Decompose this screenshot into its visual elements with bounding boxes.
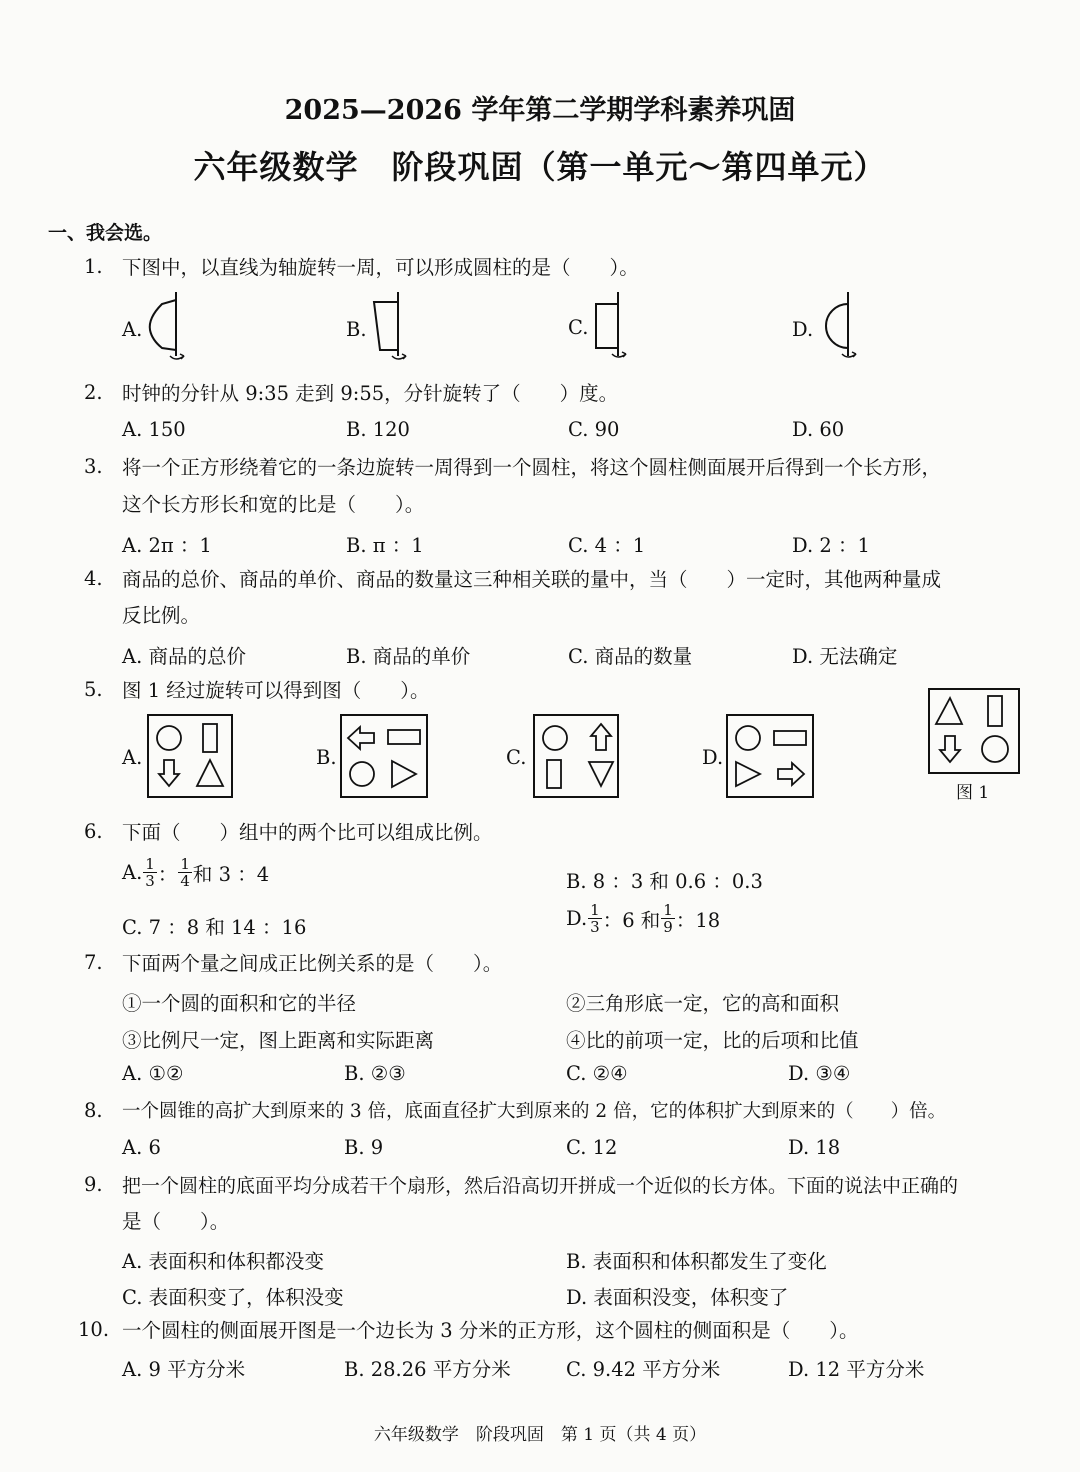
option: D. 18 xyxy=(788,1136,841,1159)
fraction: $\frac{1}{9}$ xyxy=(663,901,673,936)
option-c: C. 7 ：8 和 14 ：16 xyxy=(122,916,307,939)
option-label: A. xyxy=(122,746,143,769)
option: D. 无法确定 xyxy=(792,645,898,668)
question-text: 一个圆锥的高扩大到原来的 3 倍，底面直径扩大到原来的 2 倍，它的体积扩大到原来的（ ）倍。 xyxy=(122,1101,947,1122)
option: C. 商品的数量 xyxy=(568,645,693,668)
figure-caption: 图 1 xyxy=(956,783,990,803)
option: A. 6 xyxy=(122,1136,161,1159)
option: D. 60 xyxy=(792,418,845,441)
option: A. ①② xyxy=(122,1062,184,1085)
rotation-figure-a xyxy=(140,290,200,365)
question-text-continued: 这个长方形长和宽的比是（ ）。 xyxy=(122,493,425,516)
option-a: A. $\frac{1}{3}$ ： $\frac{1}{4}$ 和 3 ：4 xyxy=(122,855,270,890)
option-d: D. $\frac{1}{3}$ ：6 和 $\frac{1}{9}$ ：18 xyxy=(566,901,721,936)
option: A. 150 xyxy=(122,418,186,441)
question-number: 10. xyxy=(78,1318,110,1341)
grid-figure-1 xyxy=(928,688,1020,774)
option: C. 4 ：1 xyxy=(568,534,646,557)
grid-figure-d xyxy=(726,714,814,798)
question-text: 一个圆柱的侧面展开图是一个边长为 3 分米的正方形，这个圆柱的侧面积是（ ）。 xyxy=(122,1319,859,1342)
question-number: 9. xyxy=(84,1173,103,1196)
question-number: 5. xyxy=(84,678,103,701)
statement: ④比的前项一定，比的后项和比值 xyxy=(566,1029,859,1052)
option: C. 12 xyxy=(566,1136,618,1159)
question-text-continued: 反比例。 xyxy=(122,604,201,627)
question-text: 商品的总价、商品的单价、商品的数量这三种相关联的量中，当（ ）一定时，其他两种量成 xyxy=(122,568,942,591)
question-text: 将一个正方形绕着它的一条边旋转一周得到一个圆柱，将这个圆柱侧面展开后得到一个长方形， xyxy=(122,456,942,479)
question-text: 下图中，以直线为轴旋转一周，可以形成圆柱的是（ ）。 xyxy=(122,256,639,279)
option-label: A. xyxy=(122,861,143,884)
rotation-figure-c xyxy=(588,290,648,365)
exam-title-line1: 2025—2026 学年第二学期学科素养巩固 xyxy=(284,95,796,126)
question-number: 2. xyxy=(84,381,103,404)
option: C. ②④ xyxy=(566,1062,628,1085)
question-number: 6. xyxy=(84,820,103,843)
question-text: 把一个圆柱的底面平均分成若干个扇形，然后沿高切开拼成一个近似的长方体。下面的说法中正确的 xyxy=(122,1175,959,1197)
option: D. 12 平方分米 xyxy=(788,1358,925,1381)
option: B. 商品的单价 xyxy=(346,645,471,668)
grid-figure-b xyxy=(340,714,428,798)
option: D. 2 ：1 xyxy=(792,534,870,557)
statement: ①一个圆的面积和它的半径 xyxy=(122,992,357,1015)
option: C. 90 xyxy=(568,418,620,441)
option-tail: 和 3 ：4 xyxy=(192,862,270,886)
question-text: 下面（ ）组中的两个比可以组成比例。 xyxy=(122,821,493,844)
question-number: 1. xyxy=(84,255,103,278)
option: A. 2π ：1 xyxy=(122,534,212,557)
option: B. 120 xyxy=(346,418,410,441)
option: D. ③④ xyxy=(788,1062,851,1085)
exam-title-line2: 六年级数学 阶段巩固（第一单元～第四单元） xyxy=(193,148,887,186)
question-text-continued: 是（ ）。 xyxy=(122,1210,230,1233)
option-label: C. xyxy=(506,746,527,769)
option: C. 表面积变了，体积没变 xyxy=(122,1286,344,1309)
option-b: B. 8 ：3 和 0.6 ：0.3 xyxy=(566,870,763,893)
statement: ②三角形底一定，它的高和面积 xyxy=(566,992,840,1015)
option: B. 表面积和体积都发生了变化 xyxy=(566,1250,827,1273)
question-number: 8. xyxy=(84,1099,103,1122)
page-footer: 六年级数学 阶段巩固 第 1 页（共 4 页） xyxy=(373,1425,707,1445)
question-text: 图 1 经过旋转可以得到图（ ）。 xyxy=(122,679,430,702)
option: B. 28.26 平方分米 xyxy=(344,1358,511,1381)
question-number: 3. xyxy=(84,455,103,478)
option: C. 9.42 平方分米 xyxy=(566,1358,721,1381)
question-number: 4. xyxy=(84,567,103,590)
grid-figure-a xyxy=(147,714,233,798)
section-heading: 一、我会选。 xyxy=(48,222,163,244)
rotation-figure-b xyxy=(368,290,428,365)
question-text: 时钟的分针从 9:35 走到 9:55，分针旋转了（ ）度。 xyxy=(122,382,619,405)
option: B. 9 xyxy=(344,1136,384,1159)
option: D. 表面积没变，体积变了 xyxy=(566,1286,789,1309)
question-number: 7. xyxy=(84,951,103,974)
option: A. 表面积和体积都没变 xyxy=(122,1250,324,1273)
fraction: $\frac{1}{3}$ xyxy=(145,855,155,890)
fraction: $\frac{1}{4}$ xyxy=(180,855,190,890)
option-label: D. xyxy=(702,746,724,769)
rotation-figure-d xyxy=(818,290,878,365)
statement: ③比例尺一定，图上距离和实际距离 xyxy=(122,1029,435,1052)
option: A. 9 平方分米 xyxy=(122,1358,246,1381)
fraction: $\frac{1}{3}$ xyxy=(590,901,600,936)
option: A. 商品的总价 xyxy=(122,645,246,668)
option-label: B. xyxy=(346,318,367,341)
grid-figure-c xyxy=(533,714,619,798)
option: B. π ：1 xyxy=(346,534,424,557)
option: B. ②③ xyxy=(344,1062,406,1085)
option-label: D. xyxy=(792,318,814,341)
option-label: B. xyxy=(316,746,337,769)
option-label: D. xyxy=(566,907,588,930)
question-text: 下面两个量之间成正比例关系的是（ ）。 xyxy=(122,952,503,975)
option-label: A. xyxy=(122,318,143,341)
option-label: C. xyxy=(568,316,589,339)
